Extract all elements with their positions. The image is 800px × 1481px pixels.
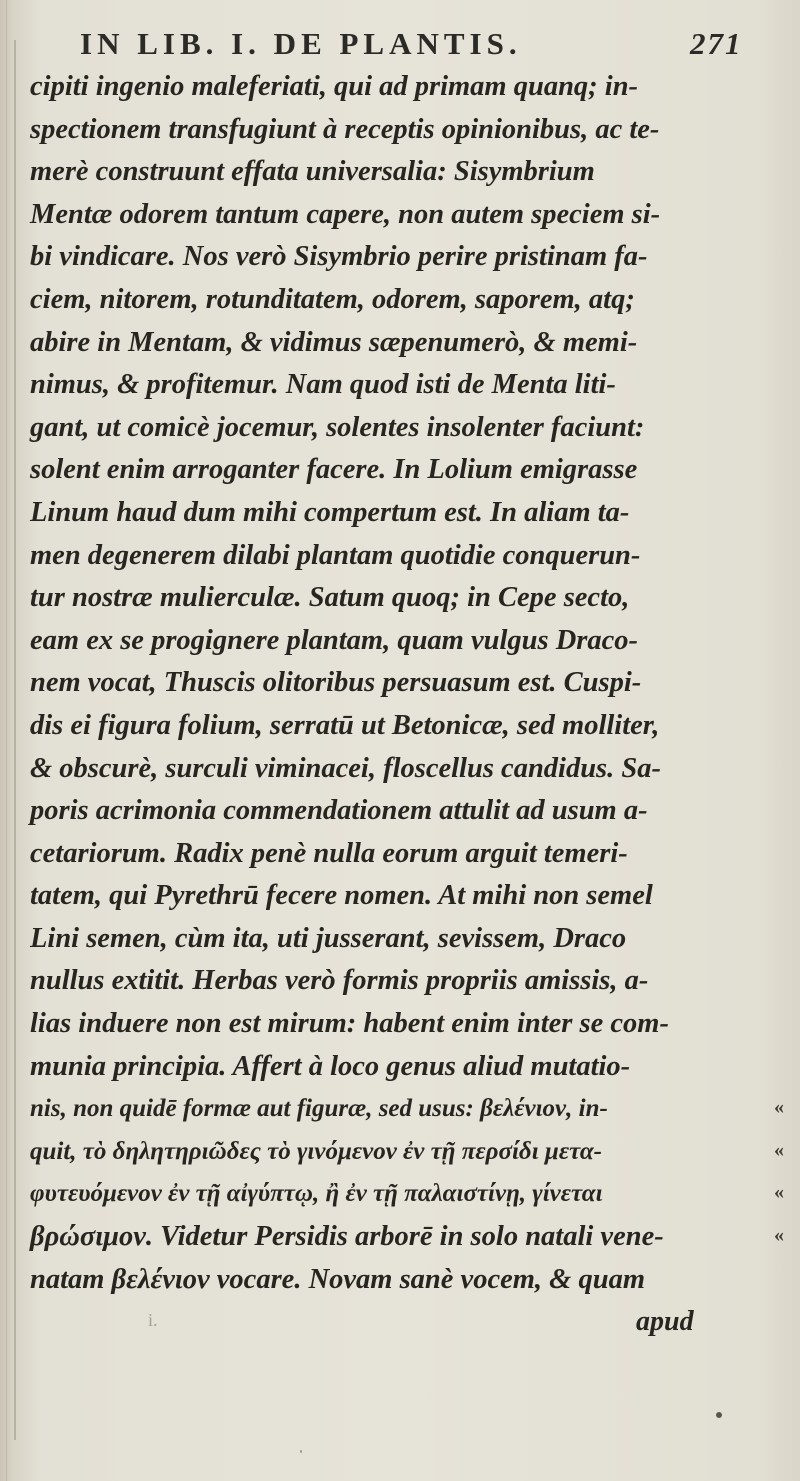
page-header bbox=[0, 26, 800, 66]
margin-quote-mark: « bbox=[774, 1181, 784, 1204]
margin-quote-mark: « bbox=[774, 1096, 784, 1118]
text-line: nem vocat, Thuscis olitoribus persuasum est. Cuspi- bbox=[30, 667, 642, 699]
text-line: ciem, nitorem, rotunditatem, odorem, saporem, atq; bbox=[30, 283, 635, 315]
text-line: dis ei figura folium, serratū ut Betonicæ, sed molliter, bbox=[30, 709, 660, 741]
text-line: Lini semen, cùm ita, uti jusserant, sevissem, Draco bbox=[30, 922, 627, 954]
footer-mark: i. bbox=[148, 1310, 158, 1330]
text-line: gant, ut comicè jocemur, solentes insolenter faciunt: bbox=[30, 411, 645, 443]
text-line: bi vindicare. Nos verò Sisymbrio perire pristinam fa- bbox=[30, 241, 648, 273]
text-line: eam ex se progignere plantam, quam vulgus Draco- bbox=[30, 624, 639, 656]
quotation-margin-marks bbox=[774, 1086, 798, 1256]
catchword: apud bbox=[636, 1306, 694, 1337]
paper-speck bbox=[300, 1450, 302, 1453]
text-line: tatem, qui Pyrethrū fecere nomen. At mihi non semel bbox=[30, 880, 653, 912]
paper-speck bbox=[716, 1412, 722, 1418]
text-line: natam βελένιον vocare. Novam sanè vocem, & quam bbox=[30, 1263, 645, 1295]
running-head: IN LIB. I. DE PLANTIS. bbox=[80, 26, 522, 61]
binding-gutter bbox=[14, 40, 16, 1440]
text-line: Linum haud dum mihi compertum est. In aliam ta- bbox=[30, 496, 630, 528]
text-line: βρώσιμον. Videtur Persidis arborē in solo natali vene- bbox=[30, 1221, 664, 1253]
text-line: cetariorum. Radix penè nulla eorum arguit temeri- bbox=[30, 837, 628, 869]
text-line: nimus, & profitemur. Nam quod isti de Menta liti- bbox=[30, 369, 616, 401]
page-number: 271 bbox=[690, 26, 743, 61]
text-line: Mentæ odorem tantum capere, non autem speciem si- bbox=[30, 198, 661, 230]
text-line: tur nostræ mulierculæ. Satum quoq; in Cepe secto, bbox=[30, 582, 630, 614]
text-line: nullus extitit. Herbas verò formis propriis amissis, a- bbox=[30, 965, 649, 997]
text-line: munia principia. Affert à loco genus aliud mutatio- bbox=[30, 1050, 631, 1082]
text-line: nis, non quidē formæ aut figuræ, sed usus: βελένιον, in- bbox=[30, 1095, 608, 1123]
text-line: abire in Mentam, & vidimus sæpenumerò, & memi- bbox=[30, 326, 638, 358]
text-line: & obscurè, surculi viminacei, floscellus candidus. Sa- bbox=[30, 752, 661, 784]
body-text bbox=[30, 66, 770, 1301]
text-line: cipiti ingenio maleferiati, qui ad primam quanq; in- bbox=[30, 71, 639, 102]
text-line: spectionem transfugiunt à receptis opinionibus, ac te- bbox=[30, 113, 660, 145]
page-edge-shadow bbox=[6, 0, 7, 1481]
margin-quote-mark: « bbox=[774, 1223, 784, 1246]
text-line: merè construunt effata universalia: Sisymbrium bbox=[30, 156, 595, 188]
text-line: φυτευόμενον ἐν τῇ αἰγύπτῳ, ἢ ἐν τῇ παλαιστίνῃ, γίνεται bbox=[30, 1180, 603, 1208]
text-line: poris acrimonia commendationem attulit ad usum a- bbox=[30, 795, 648, 827]
margin-quote-mark: « bbox=[774, 1138, 784, 1161]
text-line: men degenerem dilabi plantam quotidie conquerun- bbox=[30, 539, 641, 571]
text-line: solent enim arroganter facere. In Lolium emigrasse bbox=[30, 454, 638, 486]
text-line: lias induere non est mirum: habent enim inter se com- bbox=[30, 1008, 669, 1040]
text-line: quit, τὸ δηλητηριῶδες τὸ γινόμενον ἐν τῇ περσίδι μετα- bbox=[30, 1137, 602, 1165]
